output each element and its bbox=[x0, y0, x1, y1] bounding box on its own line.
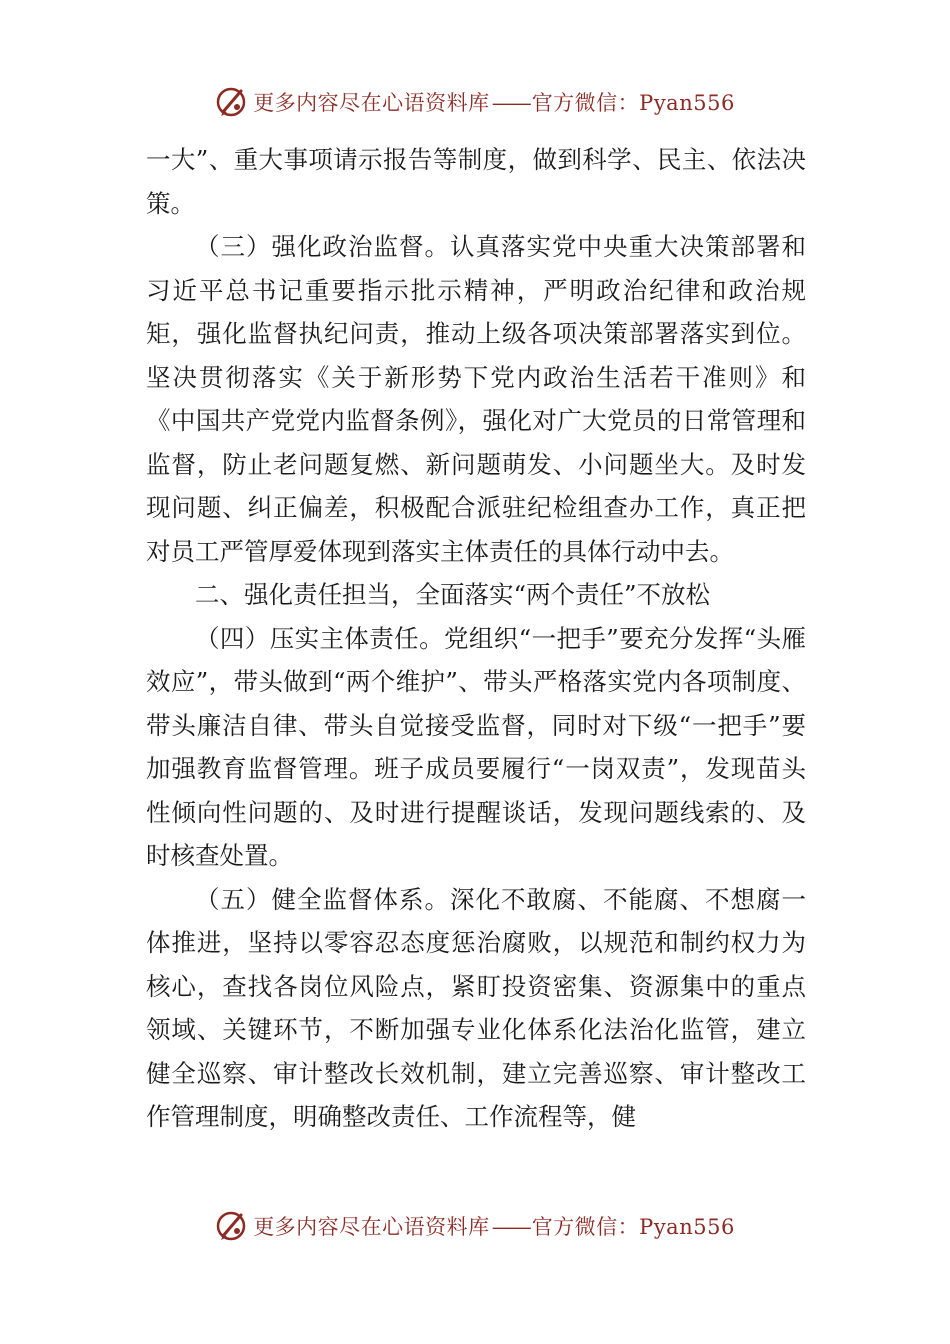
watermark-text: 更多内容尽在心语资料库——官方微信：Pyan556 bbox=[253, 1215, 735, 1239]
document-body bbox=[146, 138, 806, 1139]
paragraph: （五）健全监督体系。深化不敢腐、不能腐、不想腐一体推进，坚持以零容忍态度惩治腐败，以规范和制约权力为核心，查找各岗位风险点，紧盯投资密集、资源集中的重点领域、关键环节，不断加强专业化体系化法治化监管，建立健全巡察、审计整改长效机制，建立完善巡察、审计整改工作管理制度，明确整改责任、工作流程等，健 bbox=[146, 884, 806, 1131]
section-heading: 二、强化责任担当，全面落实“两个责任”不放松 bbox=[195, 580, 711, 609]
paragraph: 一大”、重大事项请示报告等制度，做到科学、民主、依法决策。 bbox=[146, 145, 806, 218]
pen-circle-logo-icon bbox=[215, 85, 249, 119]
pen-circle-logo-icon bbox=[215, 1209, 249, 1243]
paragraph: （四）压实主体责任。党组织“一把手”要充分发挥“头雁效应”，带头做到“两个维护”、带头严格落实党内各项制度、带头廉洁自律、带头自觉接受监督，同时对下级“一把手”要加强教育监督管理。班子成员要履行“一岗双责”，发现苗头性倾向性问题的、及时进行提醒谈话，发现问题线索的、及时核查处置。 bbox=[146, 623, 806, 870]
watermark-text: 更多内容尽在心语资料库——官方微信：Pyan556 bbox=[253, 91, 735, 115]
paragraph: （三）强化政治监督。认真落实党中央重大决策部署和习近平总书记重要指示批示精神，严明政治纪律和政治规矩，强化监督执纪问责，推动上级各项决策部署落实到位。坚决贯彻落实《关于新形势下党内政治生活若干准则》和《中国共产党党内监督条例》，强化对广大党员的日常管理和监督，防止老问题复燃、新问题萌发、小问题坐大。及时发现问题、纠正偏差，积极配合派驻纪检组查办工作，真正把对员工严管厚爱体现到落实主体责任的具体行动中去。 bbox=[146, 232, 806, 566]
header-watermark bbox=[0, 82, 950, 122]
footer-watermark bbox=[0, 1206, 950, 1246]
